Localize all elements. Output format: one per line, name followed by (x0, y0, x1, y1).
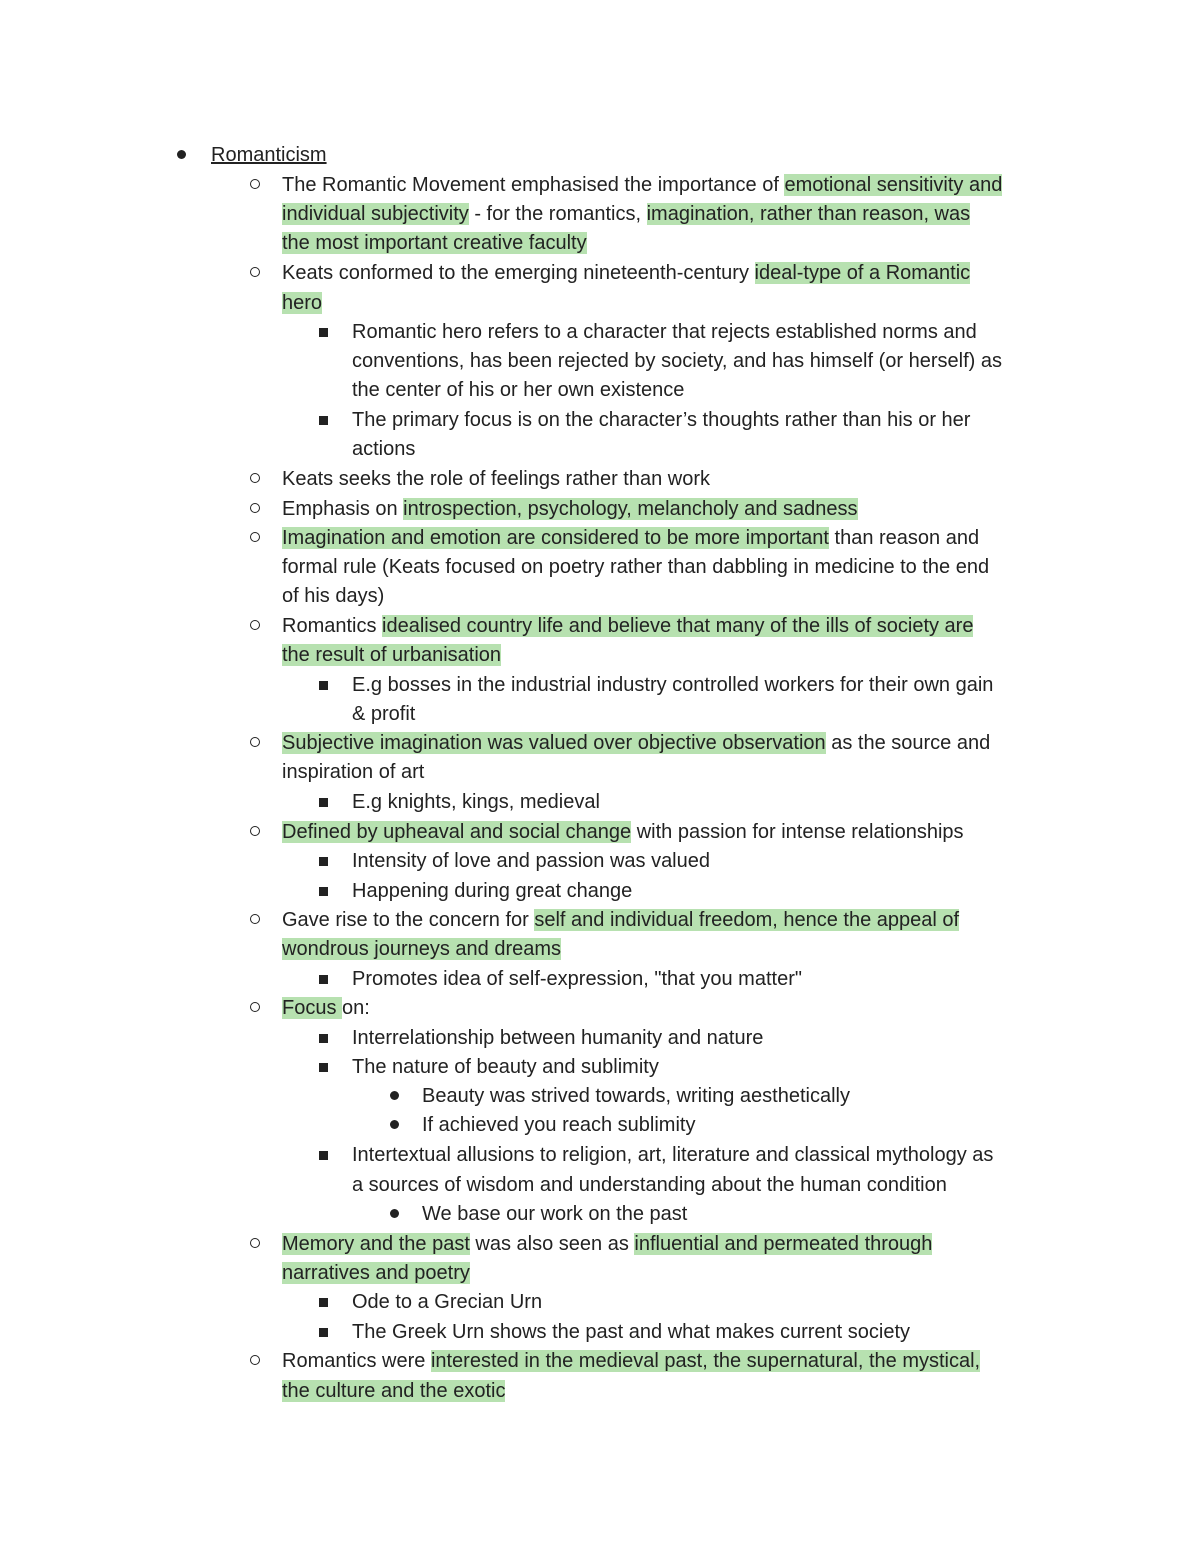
text-segment: & profit (352, 703, 416, 725)
text-segment: Promotes idea of self-expression, "that you matter" (352, 968, 802, 990)
list-item-text (282, 640, 501, 670)
bullet-square-icon (319, 1034, 328, 1043)
text-segment: Romantics were (282, 1350, 431, 1372)
text-segment: on: (342, 997, 370, 1019)
highlighted-text: introspection, psychology, melancholy and sadness (403, 498, 858, 520)
highlighted-text: Memory and the past (282, 1233, 470, 1255)
text-segment: Beauty was strived towards, writing aesthetically (422, 1085, 850, 1107)
list-item-text (352, 1140, 993, 1170)
text-segment: Intensity of love and passion was valued (352, 850, 710, 872)
text-segment: Interrelationship between humanity and nature (352, 1027, 764, 1049)
list-item (0, 964, 1200, 994)
highlighted-text: interested in the medieval past, the supernatural, the mystical, (430, 1350, 981, 1372)
bullet-dot-icon (177, 150, 186, 159)
text-segment: Romantics (282, 615, 383, 637)
list-item (0, 170, 1200, 200)
bullet-square-icon (319, 1328, 328, 1337)
text-segment: a sources of wisdom and understanding about the human condition (352, 1174, 947, 1196)
list-item-text (282, 228, 587, 258)
highlighted-text: emotional sensitivity and (784, 174, 1003, 196)
bullet-square-icon (319, 1298, 328, 1307)
list-item-text (282, 288, 322, 318)
bullet-square-icon (319, 328, 328, 337)
list-item (0, 494, 1200, 524)
list-item (0, 1023, 1200, 1053)
text-segment: Intertextual allusions to religion, art, literature and classical mythology as (352, 1144, 994, 1166)
highlighted-text: Subjective imagination was valued over objective observation (282, 732, 826, 754)
list-item (0, 1376, 1200, 1406)
list-item (0, 228, 1200, 258)
highlighted-text: hero (282, 292, 323, 314)
list-item-text (282, 905, 959, 935)
list-item (0, 1199, 1200, 1229)
text-segment: actions (352, 438, 416, 460)
highlighted-text: the culture and the exotic (282, 1380, 506, 1402)
highlighted-text: the result of urbanisation (282, 644, 502, 666)
bullet-hollow-circle-icon (250, 267, 260, 277)
bullet-dot-icon (390, 1209, 399, 1218)
list-item (0, 876, 1200, 906)
highlighted-text: influential and permeated through (634, 1233, 933, 1255)
list-item-text (352, 787, 600, 817)
list-item (0, 288, 1200, 318)
bullet-square-icon (319, 681, 328, 690)
text-segment: as the source and (825, 732, 991, 754)
highlighted-text: Focus (282, 997, 343, 1019)
list-item-text (352, 964, 802, 994)
list-item-text (352, 1287, 542, 1317)
bullet-dot-icon (390, 1120, 399, 1129)
list-item-text (282, 199, 970, 229)
list-item-text (422, 1110, 695, 1140)
text-segment: the center of his or her own existence (352, 379, 685, 401)
list-item-text (352, 1052, 659, 1082)
list-item (0, 611, 1200, 641)
bullet-square-icon (319, 975, 328, 984)
bullet-hollow-circle-icon (250, 737, 260, 747)
highlighted-text: self and individual freedom, hence the appeal of (534, 909, 960, 931)
list-item (0, 523, 1200, 553)
list-item (0, 817, 1200, 847)
text-segment: The nature of beauty and sublimity (352, 1056, 659, 1078)
list-item (0, 1229, 1200, 1259)
list-item-text (352, 1170, 947, 1200)
list-item (0, 757, 1200, 787)
text-segment: with passion for intense relationships (631, 821, 964, 843)
highlighted-text: the most important creative faculty (282, 232, 587, 254)
list-item-text (282, 934, 561, 964)
list-item-text (352, 1023, 763, 1053)
list-item (0, 346, 1200, 376)
heading-line (0, 140, 1200, 170)
list-item-text (352, 375, 684, 405)
text-segment: than reason and (828, 527, 980, 549)
list-item-text (282, 611, 973, 641)
text-segment: inspiration of art (282, 761, 425, 783)
text-segment: Happening during great change (352, 880, 633, 902)
highlighted-text: ideal-type of a Romantic (754, 262, 971, 284)
text-segment: - for the romantics, (468, 203, 647, 225)
list-item (0, 1317, 1200, 1347)
highlighted-text: individual subjectivity (282, 203, 469, 225)
bullet-hollow-circle-icon (250, 1002, 260, 1012)
list-item (0, 905, 1200, 935)
list-item (0, 405, 1200, 435)
bullet-hollow-circle-icon (250, 179, 260, 189)
text-segment: Gave rise to the concern for (282, 909, 535, 931)
bullet-hollow-circle-icon (250, 473, 260, 483)
list-item (0, 434, 1200, 464)
list-item-text (352, 434, 415, 464)
list-item-text (282, 552, 989, 582)
bullet-hollow-circle-icon (250, 503, 260, 513)
section-title: Romanticism (211, 144, 327, 166)
list-item (0, 1170, 1200, 1200)
list-item-text (282, 1376, 505, 1406)
bullet-square-icon (319, 1063, 328, 1072)
bullet-square-icon (319, 887, 328, 896)
list-item (0, 1110, 1200, 1140)
list-item-text (352, 405, 970, 435)
text-segment: If achieved you reach sublimity (422, 1114, 696, 1136)
list-item-text (352, 346, 1002, 376)
list-item-text (282, 728, 990, 758)
list-item (0, 464, 1200, 494)
list-item (0, 787, 1200, 817)
list-item (0, 1287, 1200, 1317)
list-item-text (282, 464, 710, 494)
list-item-text (282, 170, 1002, 200)
list-item (0, 1258, 1200, 1288)
list-item (0, 699, 1200, 729)
highlighted-text: idealised country life and believe that many of the ills of society are (382, 615, 974, 637)
list-item-text (282, 258, 970, 288)
list-item-text (352, 670, 993, 700)
list-item-text (352, 317, 977, 347)
list-item-text (282, 993, 370, 1023)
list-item-text (282, 1258, 470, 1288)
list-item (0, 1081, 1200, 1111)
text-segment: formal rule (Keats focused on poetry rather than dabbling in medicine to the end (282, 556, 990, 578)
list-item-text (282, 523, 979, 553)
bullet-hollow-circle-icon (250, 914, 260, 924)
text-segment: The Greek Urn shows the past and what makes current society (352, 1321, 911, 1343)
list-item-text (282, 1229, 932, 1259)
list-item (0, 846, 1200, 876)
list-item-text (352, 699, 415, 729)
bullet-dot-icon (390, 1091, 399, 1100)
highlighted-text: narratives and poetry (282, 1262, 470, 1284)
bullet-square-icon (319, 416, 328, 425)
list-item (0, 670, 1200, 700)
text-segment: Emphasis on (282, 498, 404, 520)
text-segment: E.g knights, kings, medieval (352, 791, 600, 813)
list-item (0, 258, 1200, 288)
list-item-text (282, 1346, 980, 1376)
list-item-text (352, 876, 632, 906)
text-segment: Ode to a Grecian Urn (352, 1291, 543, 1313)
list-item-text (352, 846, 710, 876)
bullet-hollow-circle-icon (250, 1238, 260, 1248)
text-segment: conventions, has been rejected by society, and has himself (or herself) as (352, 350, 1002, 372)
list-item (0, 1052, 1200, 1082)
list-item-text (282, 581, 384, 611)
bullet-square-icon (319, 1151, 328, 1160)
text-segment: of his days) (282, 585, 385, 607)
list-item-text (282, 757, 424, 787)
highlighted-text: imagination, rather than reason, was (646, 203, 971, 225)
list-item (0, 728, 1200, 758)
highlighted-text: wondrous journeys and dreams (282, 938, 562, 960)
list-item-text (282, 494, 858, 524)
bullet-square-icon (319, 857, 328, 866)
text-segment: The Romantic Movement emphasised the importance of (282, 174, 785, 196)
text-segment: was also seen as (469, 1233, 635, 1255)
list-item (0, 993, 1200, 1023)
list-item (0, 581, 1200, 611)
bullet-square-icon (319, 798, 328, 807)
list-item (0, 552, 1200, 582)
highlighted-text: Imagination and emotion are considered to be more important (282, 527, 829, 549)
text-segment: The primary focus is on the character’s thoughts rather than his or her (352, 409, 971, 431)
list-item (0, 934, 1200, 964)
text-segment: E.g bosses in the industrial industry controlled workers for their own gain (352, 674, 994, 696)
bullet-hollow-circle-icon (250, 826, 260, 836)
bullet-hollow-circle-icon (250, 1355, 260, 1365)
list-item (0, 1346, 1200, 1376)
list-item (0, 1140, 1200, 1170)
text-segment: Keats seeks the role of feelings rather than work (282, 468, 711, 490)
text-segment: Romantic hero refers to a character that rejects established norms and (352, 321, 977, 343)
list-item-text (422, 1199, 687, 1229)
list-item (0, 640, 1200, 670)
text-segment: Keats conformed to the emerging nineteenth-century (282, 262, 755, 284)
list-item-text (422, 1081, 850, 1111)
list-item-text (282, 817, 964, 847)
text-segment: We base our work on the past (422, 1203, 688, 1225)
list-item (0, 199, 1200, 229)
highlighted-text: Defined by upheaval and social change (282, 821, 632, 843)
list-item (0, 375, 1200, 405)
bullet-hollow-circle-icon (250, 532, 260, 542)
bullet-hollow-circle-icon (250, 620, 260, 630)
list-item (0, 317, 1200, 347)
list-item-text (352, 1317, 910, 1347)
